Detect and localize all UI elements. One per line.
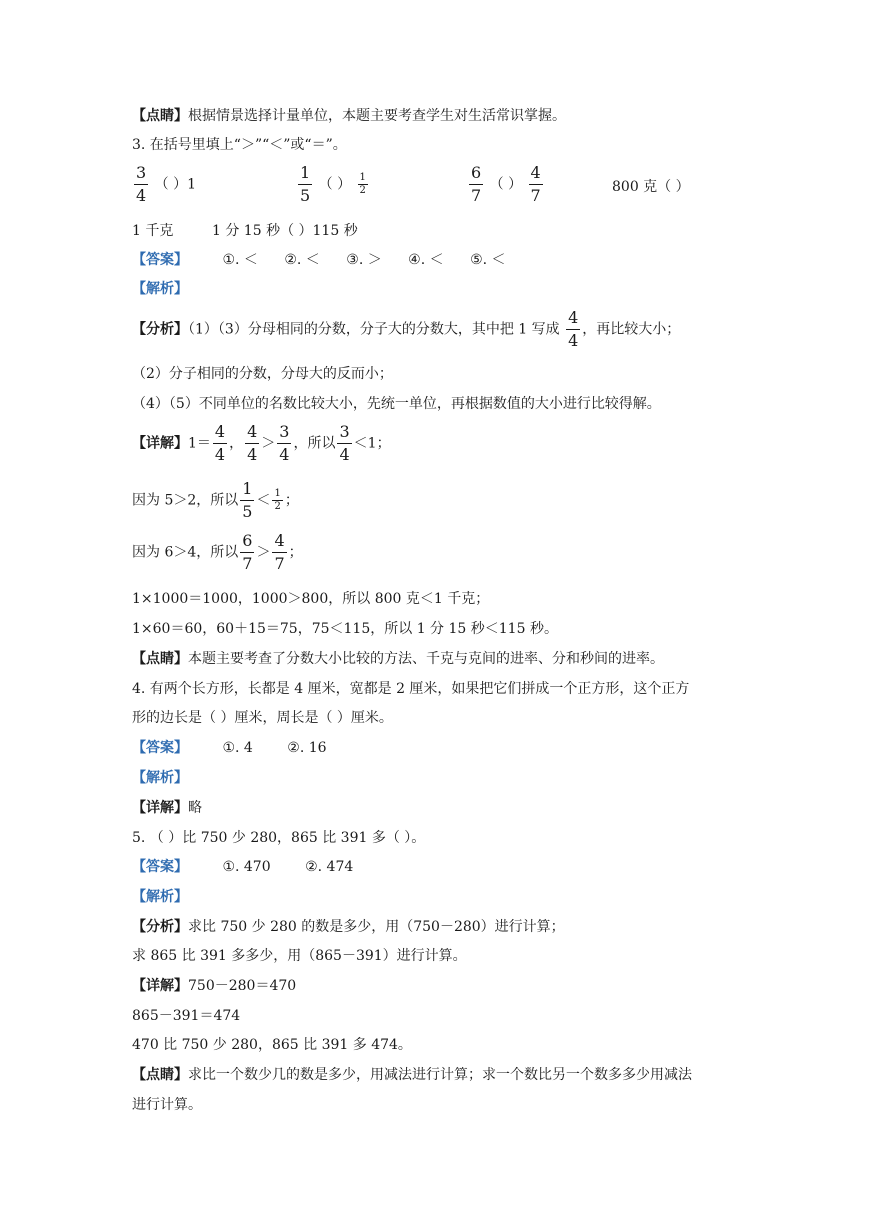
remark-text: 本题主要考查了分数大小比较的方法、千克与克间的进率、分和秒间的进率。 [188, 651, 664, 667]
q3-item-c [467, 165, 545, 204]
detail-text: 1＝ [188, 435, 211, 452]
answer-5: ⑤. ＜ [470, 252, 506, 268]
detail-text: ＞ [261, 435, 276, 452]
q3-analysis-line1 [132, 310, 680, 349]
detail-text: 750－280＝470 [188, 978, 297, 994]
q3-detail-line4: 1×1000＝1000，1000＞800，所以 800 克＜1 千克； [132, 591, 490, 607]
q3-analysis-line3: （4）（5）不同单位的名数比较大小，先统一单位，再根据数值的大小进行比较得解。 [132, 396, 661, 412]
answer-tag: 【答案】 [132, 740, 188, 756]
remark-tag: 【点睛】 [132, 651, 188, 667]
note-tag: 【点睛】 [132, 108, 188, 124]
q3-detail-line2 [132, 481, 299, 520]
q3-line2-a: 1 千克 [132, 223, 174, 239]
fraction-small: $\frac{1}{2}$ [274, 488, 281, 512]
answer-1: ①. ＜ [222, 252, 258, 268]
analysis-tag: 【解析】 [132, 770, 188, 786]
detail-text: ＞ [256, 544, 271, 561]
q5-detail-line2: 865－391＝474 [132, 1008, 241, 1024]
answer-4: ④. ＜ [408, 252, 444, 268]
remark-tag: 【点睛】 [132, 1067, 188, 1083]
analysis-label: 【分析】 [132, 919, 188, 935]
detail-text: ＜1； [353, 435, 391, 452]
fraction: $\frac{4}{7}$ [530, 163, 541, 205]
q3-item-b [296, 165, 370, 204]
answer-1: ①. 470 [222, 859, 271, 875]
fraction: $\frac{4}{4}$ [247, 422, 258, 464]
question-4-line1: 4. 有两个长方形，长都是 4 厘米，宽都是 2 厘米，如果把它们拼成一个正方形，这个正方 [132, 681, 690, 697]
fraction: $\frac{4}{4}$ [568, 308, 579, 350]
detail-text: 略 [188, 800, 202, 816]
q3-remark [132, 649, 664, 669]
q3-item-b-blank: （ ） [318, 176, 352, 193]
analysis-label: 【分析】 [132, 321, 188, 338]
detail-text: ； [288, 544, 303, 561]
q3-line2-b: 1 分 15 秒（ ）115 秒 [212, 223, 358, 239]
q3-detail-line5: 1×60＝60，60＋15＝75，75＜115，所以 1 分 15 秒＜115 秒。 [132, 621, 558, 637]
q5-analysis-line1 [132, 917, 565, 937]
analysis-text: ，再比较大小； [582, 321, 681, 338]
answer-2: ②. 474 [305, 859, 354, 875]
detail-text: ， [229, 435, 244, 452]
q5-analysis-line2: 求 865 比 391 多多少，用（865－391）进行计算。 [132, 948, 467, 964]
q3-analysis-line2: （2）分子相同的分数，分母大的反而小； [132, 366, 393, 382]
fraction: $\frac{1}{5}$ [242, 479, 253, 521]
detail-label: 【详解】 [132, 978, 188, 994]
answer-3: ③. ＞ [346, 252, 382, 268]
note-text: 根据情景选择计量单位，本题主要考查学生对生活常识掌握。 [188, 108, 566, 124]
q3-detail-line3 [132, 533, 303, 572]
fraction: $\frac{4}{4}$ [214, 422, 226, 464]
fraction: $\frac{6}{7}$ [471, 163, 482, 205]
q3-answer-line [132, 250, 506, 270]
detail-label: 【详解】 [132, 435, 188, 452]
q5-detail-line3: 470 比 750 少 280，865 比 391 多 474。 [132, 1037, 412, 1053]
answer-2: ②. ＜ [284, 252, 320, 268]
q3-item-a-rest: （ ）1 [154, 176, 196, 193]
fraction: $\frac{3}{4}$ [339, 422, 350, 464]
detail-text: 因为 5＞2，所以 [132, 492, 239, 509]
q4-answer-line [132, 738, 327, 758]
q4-detail [132, 798, 202, 818]
q5-answer-line [132, 857, 353, 877]
analysis-tag: 【解析】 [132, 281, 188, 297]
q3-item-c-blank: （ ） [489, 176, 523, 193]
analysis-tag: 【解析】 [132, 889, 188, 905]
q3-item-d: 800 克（ ） [612, 179, 690, 195]
fraction-small: $\frac{1}{2}$ [359, 172, 366, 196]
fraction: $\frac{4}{7}$ [274, 531, 285, 573]
answer-2: ②. 16 [287, 740, 327, 756]
fraction: $\frac{1}{5}$ [300, 163, 311, 205]
detail-text: ； [284, 492, 299, 509]
fraction: $\frac{3}{4}$ [279, 422, 290, 464]
q5-detail-line1 [132, 976, 296, 996]
note-line [132, 106, 566, 126]
answer-tag: 【答案】 [132, 859, 188, 875]
fraction: $\frac{3}{4}$ [136, 163, 147, 205]
question-4-line2: 形的边长是（ ）厘米，周长是（ ）厘米。 [132, 710, 393, 726]
question-3-title: 3. 在括号里填上“＞”“＜”或“＝”。 [132, 137, 347, 153]
detail-text: 因为 6＞4，所以 [132, 544, 239, 561]
remark-text: 求比一个数少几的数是多少，用减法进行计算；求一个数比另一个数多多少用减法 [188, 1067, 692, 1083]
detail-text: ，所以 [293, 435, 336, 452]
fraction: $\frac{6}{7}$ [242, 531, 253, 573]
q3-item-a [132, 165, 196, 204]
q5-remark [132, 1065, 692, 1085]
analysis-text: 求比 750 少 280 的数是多少，用（750－280）进行计算； [188, 919, 565, 935]
answer-1: ①. 4 [222, 740, 253, 756]
detail-text: ＜ [256, 492, 271, 509]
q5-remark-cont: 进行计算。 [132, 1097, 202, 1113]
analysis-text: （1）（3）分母相同的分数，分子大的分数大，其中把 1 写成 [188, 321, 560, 338]
q3-detail-line1 [132, 424, 391, 463]
answer-tag: 【答案】 [132, 252, 188, 268]
detail-label: 【详解】 [132, 800, 188, 816]
question-5: 5. （ ）比 750 少 280，865 比 391 多（ ）。 [132, 830, 426, 846]
